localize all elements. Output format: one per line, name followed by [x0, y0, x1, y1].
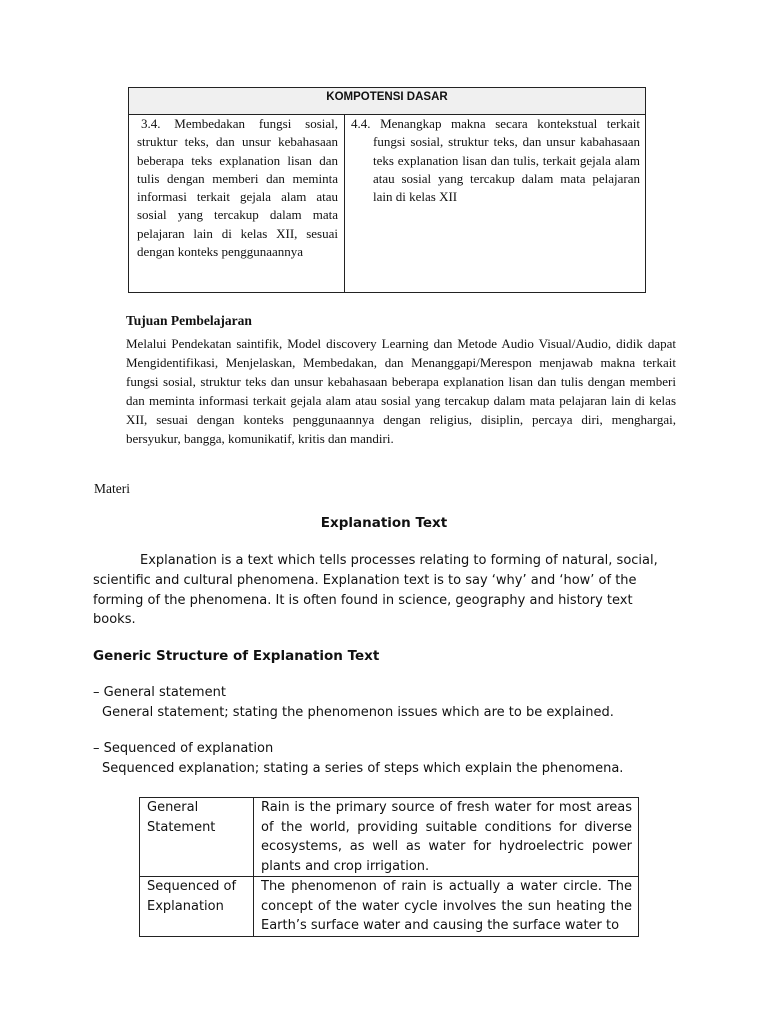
explanation-title: Explanation Text	[320, 515, 448, 531]
example-row-text: The phenomenon of rain is actually a water circle. The concept of the water cycle involves the sun heating the Earth’s surface water and causing the surface water to	[254, 877, 639, 937]
explanation-paragraph	[93, 551, 673, 630]
generic-structure-title: Generic Structure of Explanation Text	[93, 648, 380, 664]
kompetensi-left-number: 3.4.	[141, 116, 161, 131]
example-row-label: General Statement	[140, 798, 254, 877]
example-row-text: Rain is the primary source of fresh water for most areas of the world, providing suitable conditions for diverse ecosystems, as well as water for hydroelectric power plants and crop irrigation.	[254, 798, 639, 877]
kompetensi-left-cell	[129, 115, 345, 293]
kompetensi-left-text: Membedakan fungsi sosial, struktur teks, dan unsur kebahasaan beberapa teks explanation lisan dan tulis dengan memberi dan meminta informasi terkait gejala alam atau sosial yang tercakup dalam mata pelajaran lain di kelas XII, sesuai dengan konteks penggunaannya	[137, 116, 338, 260]
structure-item	[93, 683, 683, 723]
structure-item-desc: Sequenced explanation; stating a series of steps which explain the phenomena.	[102, 761, 624, 776]
materi-label: Materi	[94, 481, 130, 496]
table-row	[140, 877, 639, 937]
kompetensi-right-cell	[345, 115, 646, 293]
tujuan-title: Tujuan Pembelajaran	[126, 313, 252, 328]
kompetensi-header: KOMPOTENSI DASAR	[129, 88, 646, 115]
example-table	[139, 797, 639, 937]
tujuan-text: Melalui Pendekatan saintifik, Model discovery Learning dan Metode Audio Visual/Audio, didik dapat Mengidentifikasi, Menjelaskan, Membedakan, dan Menanggapi/Merespon menjawab makna terkait fungsi sosial, struktur teks dan unsur kebahasaan beberapa explanation lisan dan tulis dengan memberi dan meminta informasi terkait gejala alam atau sosial yang tercakup dalam mata pelajaran lain di kelas XII, sesuai dengan konteks penggunaannya dengan religius, disiplin, percaya diri, menghargai, bersyukur, bangga, komunikatif, kritis dan mandiri.	[126, 336, 676, 446]
structure-item	[93, 739, 683, 779]
kompetensi-right-text: 4.4. Menangkap makna secara kontekstual terkait fungsi sosial, struktur teks, dan unsur kabahasaan teks explanation lisan dan tulis, terkait gejala alam atau sosial yang tercakup dalam mata pelajaran lain di kelas XII	[351, 116, 640, 205]
example-row-label: Sequenced of Explanation	[140, 877, 254, 937]
structure-item-heading: – Sequenced of explanation	[93, 741, 274, 756]
explanation-paragraph-text: Explanation is a text which tells processes relating to forming of natural, social, scientific and cultural phenomena. Explanation text is to say ‘why’ and ‘how’ of the forming of the phenomena. It is often found in science, geography and history text books.	[93, 553, 658, 628]
structure-item-desc: General statement; stating the phenomenon issues which are to be explained.	[102, 705, 614, 720]
structure-item-heading: – General statement	[93, 685, 226, 700]
table-row	[140, 798, 639, 877]
kompetensi-dasar-table	[128, 87, 646, 293]
